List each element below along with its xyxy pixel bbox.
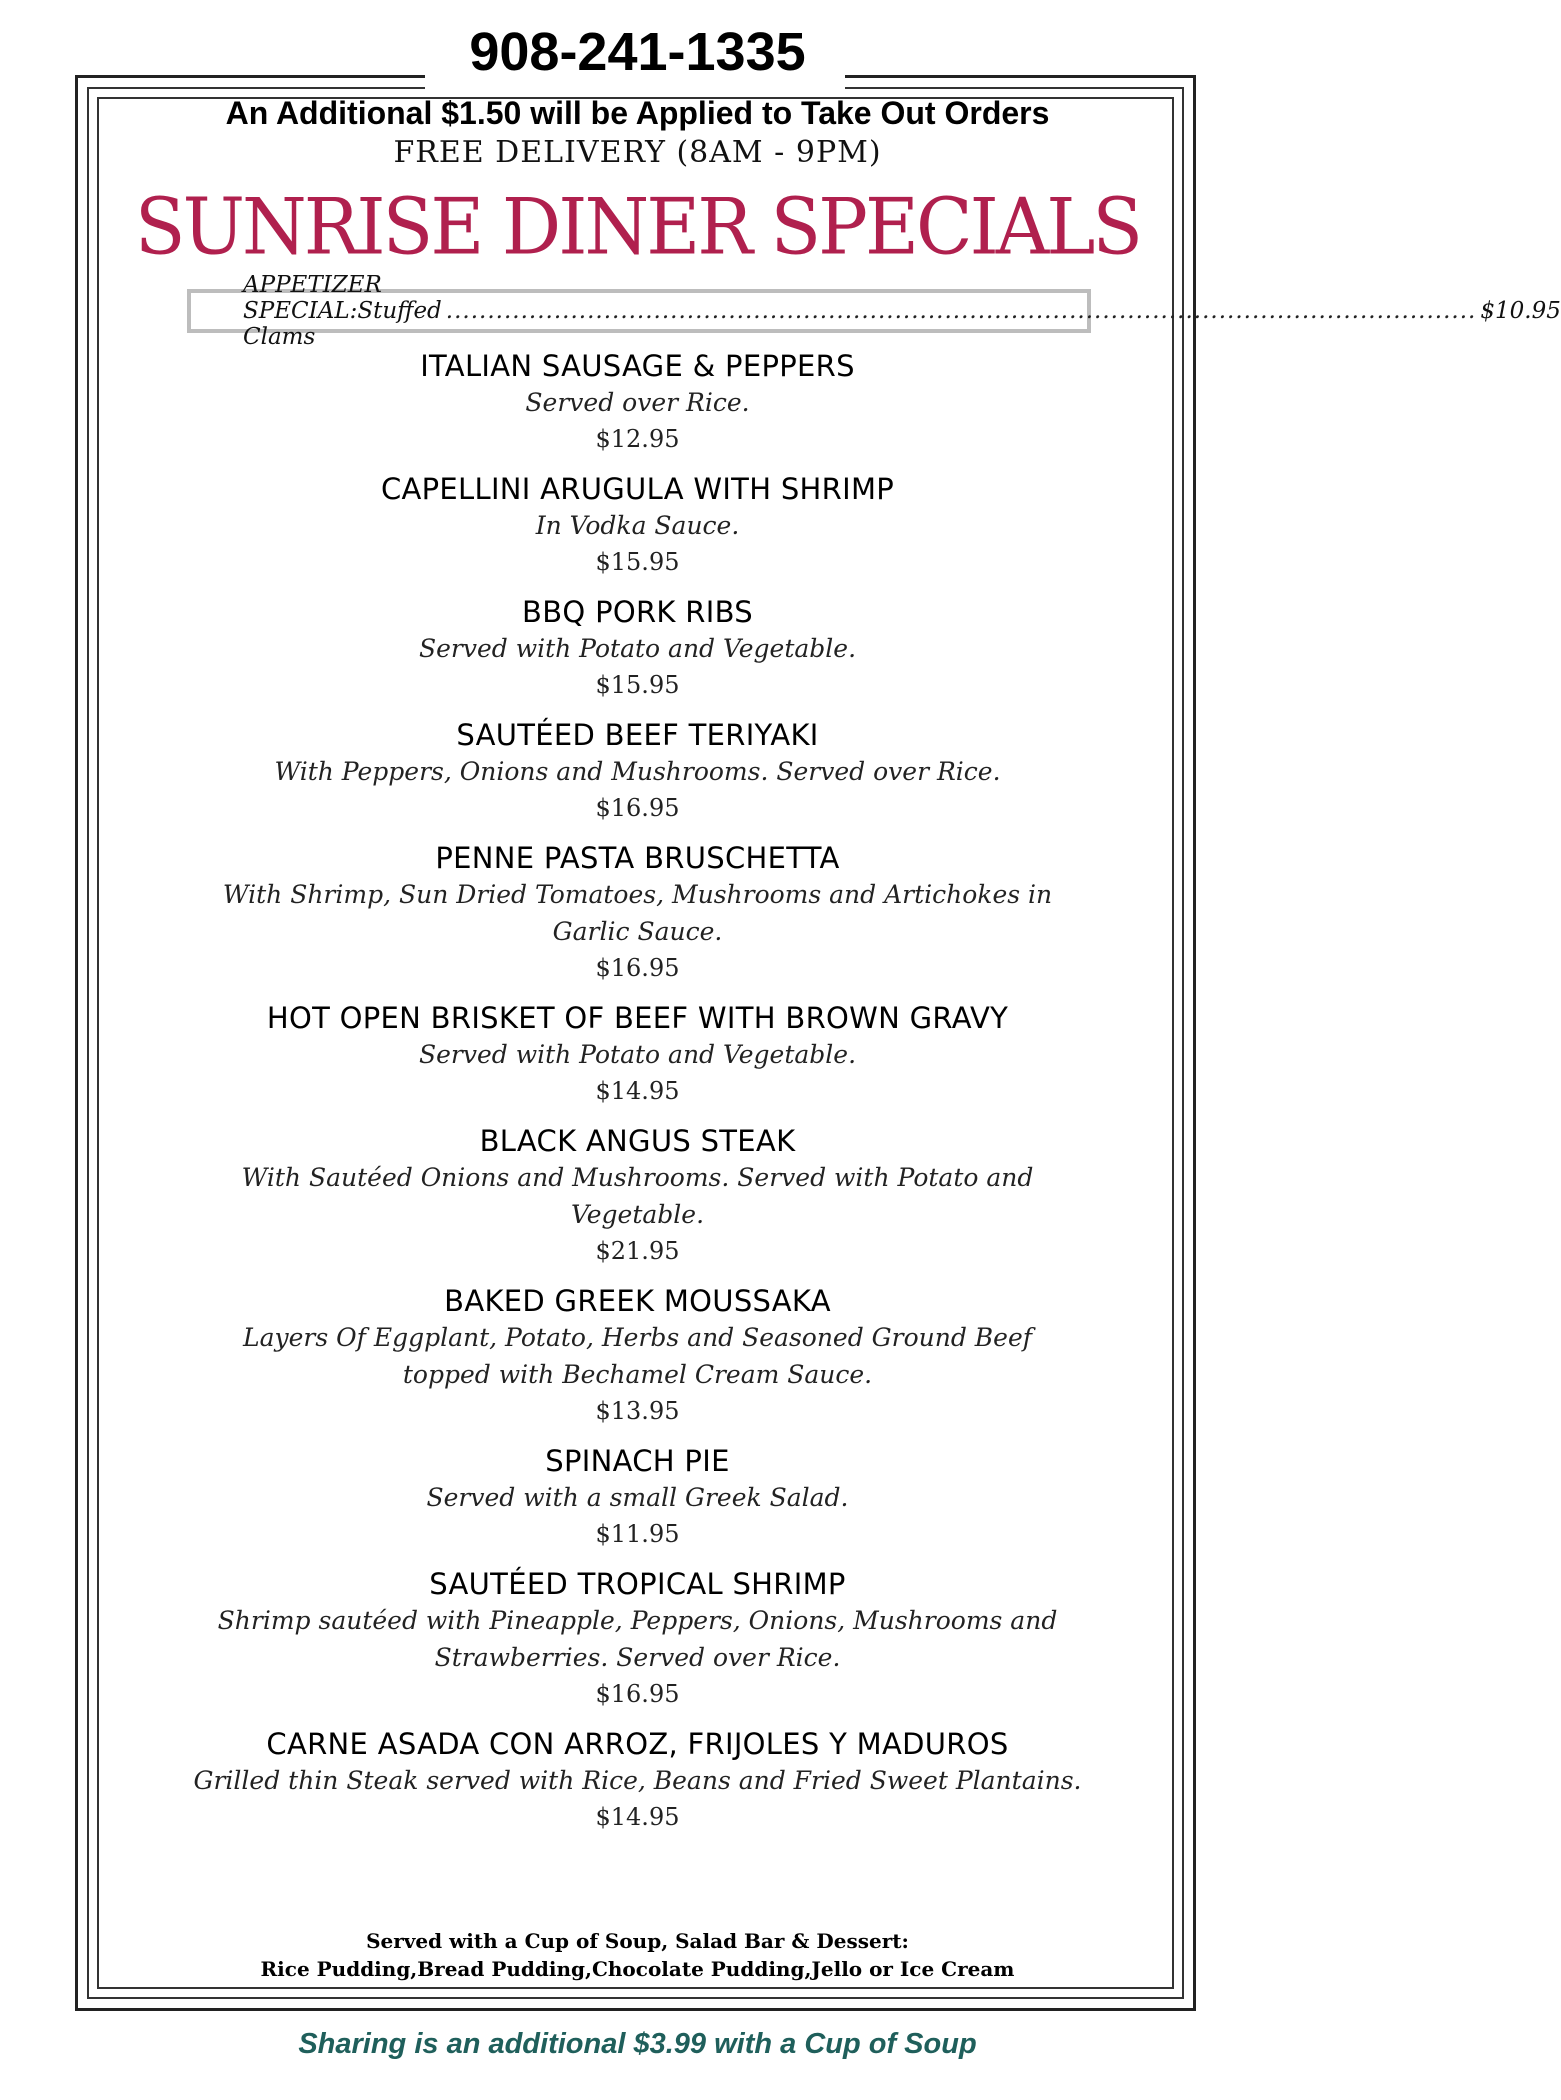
- menu-item: [180, 594, 1095, 703]
- included-sides-line-1: Served with a Cup of Soup, Salad Bar & Dessert:: [366, 1929, 909, 1953]
- item-price: $13.95: [595, 1397, 680, 1425]
- item-name: ITALIAN SAUSAGE & PEPPERS: [420, 349, 855, 383]
- item-name: HOT OPEN BRISKET OF BEEF WITH BROWN GRAVY: [266, 1001, 1009, 1035]
- item-description: Served with a small Greek Salad.: [426, 1483, 849, 1512]
- item-description: In Vodka Sauce.: [535, 511, 740, 540]
- item-name: CAPELLINI ARUGULA WITH SHRIMP: [380, 472, 895, 506]
- item-price: $15.95: [595, 671, 680, 699]
- item-name: SAUTÉED BEEF TERIYAKI: [456, 718, 819, 752]
- item-name: SPINACH PIE: [545, 1444, 730, 1478]
- takeout-note: An Additional $1.50 will be Applied to Take Out Orders: [225, 95, 1050, 131]
- item-price: $15.95: [595, 548, 680, 576]
- menu-item: [180, 348, 1095, 457]
- menu-title: SUNRISE DINER SPECIALS: [134, 181, 1141, 273]
- item-name: CARNE ASADA CON ARROZ, FRIJOLES Y MADUROS: [266, 1727, 1009, 1761]
- appetizer-leader-dots: ............................................................................................................................: [445, 298, 1477, 324]
- appetizer-price: $10.95: [1480, 298, 1561, 324]
- item-description: Grilled thin Steak served with Rice, Beans and Fried Sweet Plantains.: [193, 1766, 1082, 1795]
- item-price: $14.95: [595, 1077, 680, 1105]
- item-price: $16.95: [595, 794, 680, 822]
- included-sides-note: [0, 1927, 1275, 1983]
- item-name: BLACK ANGUS STEAK: [479, 1124, 796, 1158]
- item-description: With Shrimp, Sun Dried Tomatoes, Mushrooms and Artichokes in Garlic Sauce.: [222, 880, 1053, 946]
- menu-item: [180, 1726, 1095, 1835]
- item-name: BAKED GREEK MOUSSAKA: [444, 1284, 831, 1318]
- item-description: Shrimp sautéed with Pineapple, Peppers, Onions, Mushrooms and Strawberries. Served over Rice.: [217, 1606, 1058, 1672]
- item-price: $16.95: [595, 1680, 680, 1708]
- appetizer-label: APPETIZER SPECIAL:Stuffed Clams: [243, 272, 442, 350]
- menu-item: [180, 1000, 1095, 1109]
- menu-item: [180, 471, 1095, 580]
- item-description: With Peppers, Onions and Mushrooms. Served over Rice.: [274, 757, 1001, 786]
- item-description: Served with Potato and Vegetable.: [418, 1040, 857, 1069]
- specials-list: [180, 348, 1095, 1849]
- item-name: PENNE PASTA BRUSCHETTA: [435, 841, 840, 875]
- menu-item: [180, 840, 1095, 986]
- item-price: $12.95: [595, 425, 680, 453]
- item-price: $14.95: [595, 1803, 680, 1831]
- phone-number: 908-241-1335: [469, 22, 806, 82]
- item-description: Served over Rice.: [525, 388, 750, 417]
- item-description: Served with Potato and Vegetable.: [418, 634, 857, 663]
- item-description: With Sautéed Onions and Mushrooms. Served with Potato and Vegetable.: [241, 1163, 1034, 1229]
- menu-item: [180, 1123, 1095, 1269]
- item-price: $11.95: [595, 1520, 680, 1548]
- included-sides-line-2: Rice Pudding,Bread Pudding,Chocolate Pudding,Jello or Ice Cream: [260, 1957, 1015, 1981]
- item-price: $16.95: [595, 954, 680, 982]
- menu-item: [180, 1566, 1095, 1712]
- delivery-note: FREE DELIVERY (8AM - 9PM): [393, 135, 882, 170]
- menu-item: [180, 1443, 1095, 1552]
- menu-item: [180, 717, 1095, 826]
- sharing-note: Sharing is an additional $3.99 with a Cup of Soup: [298, 2028, 977, 2060]
- item-description: Layers Of Eggplant, Potato, Herbs and Seasoned Ground Beef topped with Bechamel Cream Sauce.: [242, 1323, 1033, 1389]
- item-name: BBQ PORK RIBS: [522, 595, 753, 629]
- menu-item: [180, 1283, 1095, 1429]
- item-name: SAUTÉED TROPICAL SHRIMP: [429, 1567, 846, 1601]
- appetizer-special: [187, 272, 1561, 350]
- item-price: $21.95: [595, 1237, 680, 1265]
